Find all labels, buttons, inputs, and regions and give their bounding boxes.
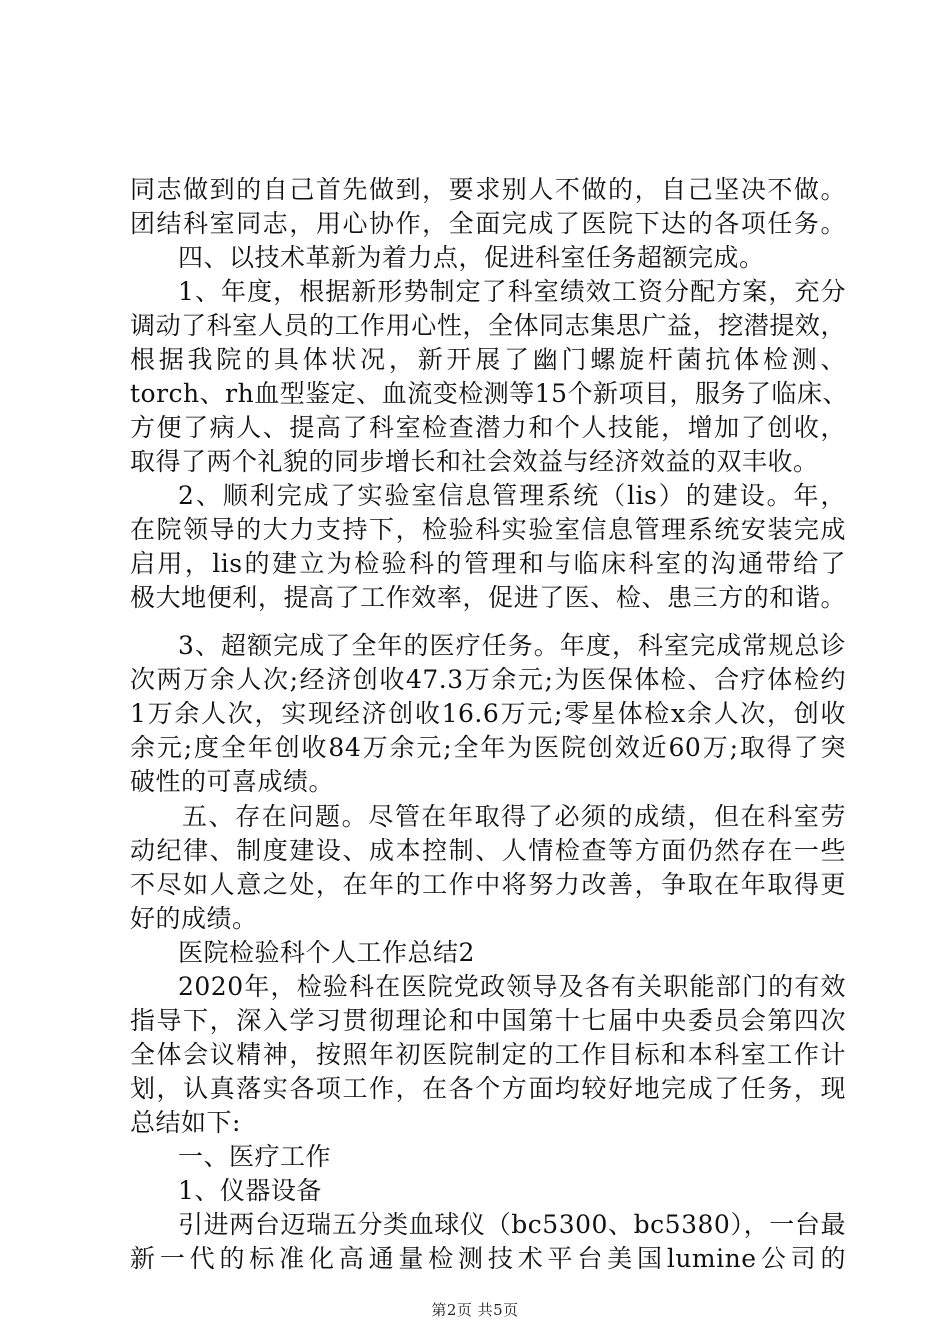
page-number: 第2页 共5页 (431, 1301, 519, 1319)
paragraph-line: 方便了病人、提高了科室检查潜力和个人技能，增加了创收， (130, 413, 846, 442)
section-heading-4: 四、以技术革新为着力点，促进科室任务超额完成。 (178, 243, 765, 272)
paragraph-line: 1、年度，根据新形势制定了科室绩效工资分配方案，充分 (178, 277, 846, 306)
paragraph-line: 同志做到的自己首先做到，要求别人不做的，自己坚决不做。 (130, 175, 846, 204)
paragraph-line: 团结科室同志，用心协作，全面完成了医院下达的各项任务。 (130, 209, 846, 238)
paragraph-line: 破性的可喜成绩。 (130, 767, 335, 796)
summary-title: 医院检验科个人工作总结2 (178, 938, 475, 967)
paragraph-line: 次两万余人次;经济创收47.3万余元;为医保体检、合疗体检约 (130, 665, 846, 694)
paragraph-line: 取得了两个礼貌的同步增长和社会效益与经济效益的双丰收。 (130, 447, 819, 476)
paragraph-line: torch、rh血型鉴定、血流变检测等15个新项目，服务了临床、 (130, 379, 849, 408)
paragraph-line: 2、顺利完成了实验室信息管理系统（lis）的建设。年， (178, 481, 846, 510)
paragraph-line: 划，认真落实各项工作，在各个方面均较好地完成了任务，现 (130, 1074, 846, 1103)
paragraph-line: 新一代的标准化高通量检测技术平台美国lumine公司的 (130, 1244, 846, 1273)
paragraph-line: 3、超额完成了全年的医疗任务。年度，科室完成常规总诊 (178, 631, 846, 660)
paragraph-line: 启用，lis的建立为检验科的管理和与临床科室的沟通带给了 (130, 549, 846, 578)
paragraph-line: 全体会议精神，按照年初医院制定的工作目标和本科室工作计 (130, 1040, 846, 1069)
paragraph-line: 好的成绩。 (130, 904, 258, 933)
paragraph-line: 总结如下: (130, 1108, 241, 1137)
paragraph-line: 根据我院的具体状况，新开展了幽门螺旋杆菌抗体检测、 (130, 345, 846, 374)
paragraph-line: 调动了科室人员的工作用心性，全体同志集思广益，挖潜提效， (130, 311, 846, 340)
subsection-heading: 1、仪器设备 (178, 1176, 322, 1205)
paragraph-line: 引进两台迈瑞五分类血球仪（bc5300、bc5380），一台最 (178, 1210, 846, 1239)
paragraph-line: 指导下，深入学习贯彻理论和中国第十七届中央委员会第四次 (130, 1006, 846, 1035)
paragraph-line: 在院领导的大力支持下，检验科实验室信息管理系统安装完成 (130, 515, 846, 544)
paragraph-line: 极大地便利，提高了工作效率，促进了医、检、患三方的和谐。 (130, 583, 846, 612)
section-heading-5: 五、存在问题。尽管在年取得了必须的成绩，但在科室劳 (182, 802, 846, 831)
paragraph-line: 余元;度全年创收84万余元;全年为医院创效近60万;取得了突 (130, 733, 846, 762)
paragraph-line: 不尽如人意之处，在年的工作中将努力改善，争取在年取得更 (130, 870, 846, 899)
paragraph-line: 2020年，检验科在医院党政领导及各有关职能部门的有效 (178, 972, 846, 1001)
paragraph-line: 1万余人次，实现经济创收16.6万元;零星体检x余人次，创收 (130, 699, 846, 728)
paragraph-line: 动纪律、制度建设、成本控制、人情检查等方面仍然存在一些 (130, 836, 846, 865)
section-heading-1: 一、医疗工作 (178, 1142, 332, 1171)
